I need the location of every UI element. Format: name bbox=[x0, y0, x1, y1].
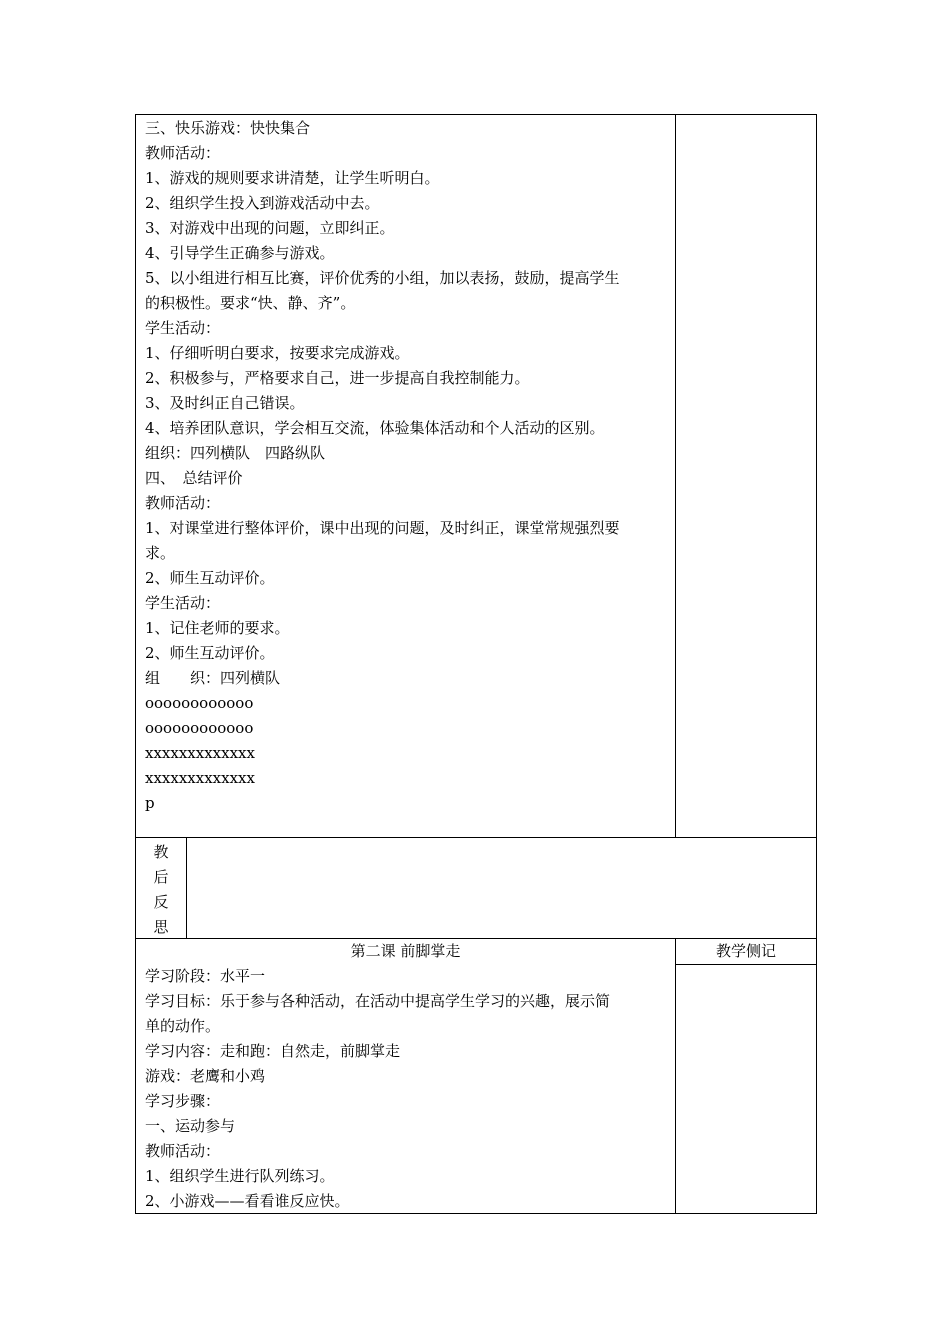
text-line: 1、记住老师的要求。 bbox=[145, 619, 290, 637]
table-border-left bbox=[135, 114, 136, 1214]
text-line: xxxxxxxxxxxxx bbox=[145, 744, 255, 762]
text-line: 2、小游戏——看看谁反应快。 bbox=[145, 1192, 350, 1210]
text-line: 4、培养团队意识，学会相互交流，体验集体活动和个人活动的区别。 bbox=[145, 419, 605, 437]
reflection-content bbox=[187, 838, 816, 938]
text-line: 1、仔细听明白要求，按要求完成游戏。 bbox=[145, 344, 410, 362]
text-line: 学习步骤： bbox=[145, 1092, 221, 1110]
text-line: 教师活动： bbox=[145, 1142, 221, 1160]
text-line: 教师活动： bbox=[145, 494, 221, 512]
text-line: 2、师生互动评价。 bbox=[145, 569, 275, 587]
text-line: 1、游戏的规则要求讲清楚，让学生听明白。 bbox=[145, 169, 440, 187]
text-line: 组织：四列横队 四路纵队 bbox=[145, 444, 326, 462]
reflection-label bbox=[136, 840, 186, 940]
lesson-one-side-notes bbox=[676, 115, 816, 837]
text-line: 单的动作。 bbox=[145, 1017, 221, 1035]
text-line: 学生活动： bbox=[145, 594, 221, 612]
text-line: 学习目标：乐于参与各种活动，在活动中提高学生学习的兴趣，展示简 bbox=[145, 992, 611, 1010]
text-line: 四、 总结评价 bbox=[145, 469, 243, 487]
text-line: 3、对游戏中出现的问题，立即纠正。 bbox=[145, 219, 395, 237]
text-line: 的积极性。要求“快、静、齐”。 bbox=[145, 294, 356, 312]
text-line: 求。 bbox=[145, 544, 176, 562]
text-line: 三、快乐游戏：快快集合 bbox=[145, 119, 311, 137]
text-line: 2、组织学生投入到游戏活动中去。 bbox=[145, 194, 380, 212]
lesson-two-side-notes bbox=[676, 965, 816, 1213]
side-notes-header: 教学侧记 bbox=[715, 942, 776, 960]
text-line: 学习内容：走和跑：自然走，前脚掌走 bbox=[145, 1042, 401, 1060]
text-line: 一、运动参与 bbox=[145, 1117, 236, 1135]
text-line: p bbox=[145, 794, 155, 812]
text-line: xxxxxxxxxxxxx bbox=[145, 769, 255, 787]
text-line: 3、及时纠正自己错误。 bbox=[145, 394, 305, 412]
text-line: 游戏：老鹰和小鸡 bbox=[145, 1067, 266, 1085]
reflection-label-char: 思 bbox=[153, 918, 169, 936]
text-line: 教师活动： bbox=[145, 144, 221, 162]
text-line: 2、师生互动评价。 bbox=[145, 644, 275, 662]
lesson-two-title: 第二课 前脚掌走 bbox=[350, 942, 461, 960]
reflection-label-char: 后 bbox=[153, 868, 169, 886]
text-line: 4、引导学生正确参与游戏。 bbox=[145, 244, 335, 262]
text-line: 学生活动： bbox=[145, 319, 221, 337]
text-line: 组 织：四列横队 bbox=[145, 669, 281, 687]
text-line: oooooooooooo bbox=[145, 694, 254, 712]
text-line: oooooooooooo bbox=[145, 719, 254, 737]
text-line: 2、积极参与，严格要求自己，进一步提高自我控制能力。 bbox=[145, 369, 530, 387]
text-line: 1、对课堂进行整体评价，课中出现的问题，及时纠正，课堂常规强烈要 bbox=[145, 519, 620, 537]
table-border-right bbox=[816, 114, 817, 1214]
reflection-label-char: 教 bbox=[153, 843, 169, 861]
text-line: 5、以小组进行相互比赛，评价优秀的小组，加以表扬，鼓励，提高学生 bbox=[145, 269, 620, 287]
text-line: 1、组织学生进行队列练习。 bbox=[145, 1167, 335, 1185]
lesson-two-content bbox=[145, 964, 673, 1214]
text-line: 学习阶段：水平一 bbox=[145, 967, 266, 985]
lesson-one-content bbox=[145, 116, 673, 816]
reflection-label-char: 反 bbox=[153, 893, 169, 911]
